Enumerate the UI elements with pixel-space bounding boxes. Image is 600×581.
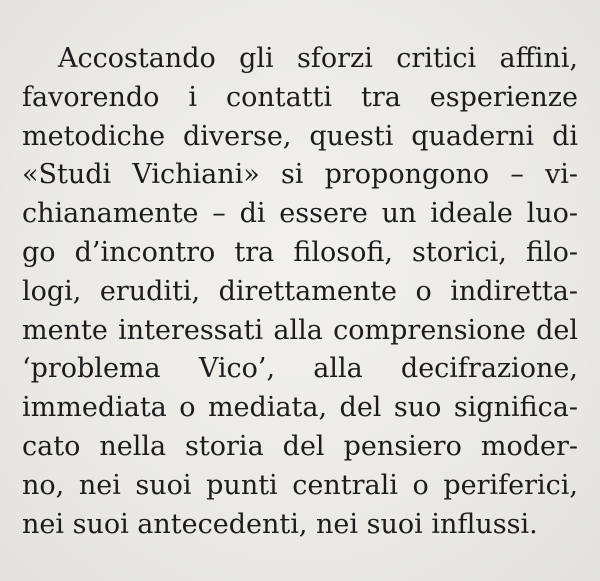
text-line: cato nella storia del pensiero moder- [22, 430, 578, 462]
text-line: immediata o mediata, del suo significa- [22, 392, 578, 424]
text-line: mente interessati alla comprensione del [22, 314, 578, 346]
text-line: favorendo i contatti tra esperienze [22, 81, 578, 113]
text-line: go d’incontro tra filosofi, storici, filo- [22, 236, 578, 268]
text-line: «Studi Vichiani» si propongono – vi- [22, 159, 578, 191]
body-paragraph [22, 40, 578, 544]
text-line: Accostando gli sforzi critici affini, [58, 43, 578, 74]
text-line: no, nei suoi punti centrali o periferici, [22, 469, 578, 501]
text-line: metodiche diverse, questi quaderni di [22, 120, 578, 152]
text-line: chianamente – di essere un ideale luo- [22, 198, 578, 230]
text-line: logi, eruditi, direttamente o indiretta- [22, 275, 578, 307]
text-line: ‘problema Vico’, alla decifrazione, [22, 353, 578, 385]
text-line: nei suoi antecedenti, nei suoi influssi. [22, 508, 538, 540]
